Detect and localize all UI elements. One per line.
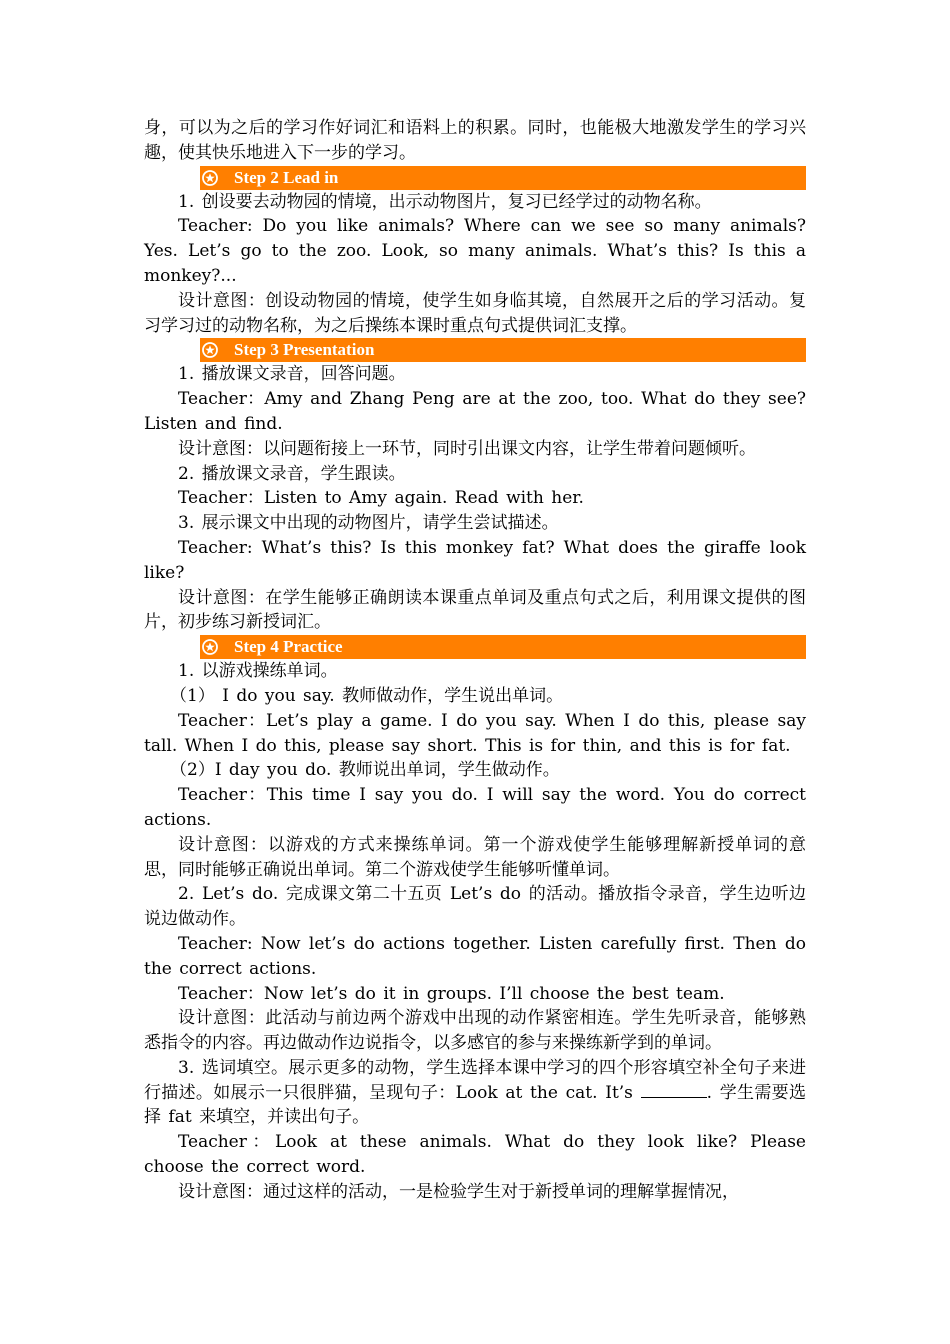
step-4-item-1: 1. 以游戏操练单词。 <box>178 661 338 682</box>
step-4-teacher-line-5: Teacher：Look at these animals. What do they look like? Please choose the correct word. <box>144 1132 806 1178</box>
document-page <box>144 116 806 1205</box>
step-4-game-2: （2）I day you do. 教师说出单词，学生做动作。 <box>170 760 560 781</box>
step-4-title: Step 4 Practice <box>234 637 343 657</box>
step-4-item-3-text-a: 3. 选词填空。展示更多的动物，学生选择本课中学习的四个形容填空补全句子来进行描述。如展示一只很胖猫，呈现句子：Look at the cat. It’s <box>144 1057 806 1103</box>
step-4-item-3-text-b: . 学生需要选择 fat 来填空，并读出句子。 <box>144 1082 806 1128</box>
step-2-item-1: 1. 创设要去动物园的情境，出示动物图片，复习已经学过的动物名称。 <box>178 191 712 212</box>
fill-in-blank <box>641 1083 707 1098</box>
step-3-item-3: 3. 展示课文中出现的动物图片，请学生尝试描述。 <box>178 513 559 534</box>
step-3-design-intent-2: 设计意图：在学生能够正确朗读本课重点单词及重点句式之后，利用课文提供的图片，初步练习新授词汇。 <box>144 587 806 633</box>
step-4-design-intent-2: 设计意图：此活动与前边两个游戏中出现的动作紧密相连。学生先听录音，能够熟悉指令的内容。再边做动作边说指令，以多感官的参与来操练新学到的单词。 <box>144 1008 806 1054</box>
step-4-game-1: （1） I do you say. 教师做动作，学生说出单词。 <box>170 685 564 706</box>
step-4-teacher-line-3: Teacher: Now let’s do actions together. Listen carefully first. Then do the correct actions. <box>144 933 806 979</box>
step-4-design-intent-3: 设计意图：通过这样的活动，一是检验学生对于新授单词的理解掌握情况， <box>178 1181 739 1202</box>
step-3-header <box>200 338 806 362</box>
step-4-teacher-line-1: Teacher：Let’s play a game. I do you say. When I do this, please say tall. When I do this, please say short. This is for thin, and this is for fat. <box>144 710 806 756</box>
step-4-teacher-line-2: Teacher：This time I say you do. I will say the word. You do correct actions. <box>144 785 806 830</box>
step-3-design-intent-1: 设计意图：以问题衔接上一环节，同时引出课文内容，让学生带着问题倾听。 <box>178 438 756 459</box>
step-4-item-2: 2. Let’s do. 完成课文第二十五页 Let’s do 的活动。播放指令录音，学生边听边说边做动作。 <box>144 884 806 930</box>
step-4-design-intent-1: 设计意图：以游戏的方式来操练单词。第一个游戏使学生能够理解新授单词的意思，同时能够正确说出单词。第二个游戏使学生能够听懂单词。 <box>144 834 806 880</box>
star-circle-icon <box>202 170 218 186</box>
step-3-teacher-line-1: Teacher：Amy and Zhang Peng are at the zoo, too. What do they see? Listen and find. <box>144 389 806 434</box>
step-3-item-2: 2. 播放课文录音，学生跟读。 <box>178 463 406 484</box>
step-2-teacher-line: Teacher: Do you like animals? Where can we see so many animals? Yes. Let’s go to the zoo. Look, so many animals. What’s this? Is this a monkey?... <box>144 216 806 286</box>
star-circle-icon <box>202 639 218 655</box>
step-4-item-3 <box>144 1056 806 1130</box>
step-3-title: Step 3 Presentation <box>234 340 375 360</box>
step-3-teacher-line-3: Teacher: What’s this? Is this monkey fat? What does the giraffe look like? <box>144 537 806 583</box>
step-2-header <box>200 166 806 190</box>
step-4-header <box>200 635 806 659</box>
step-2-title: Step 2 Lead in <box>234 167 339 187</box>
intro-paragraph: 身，可以为之后的学习作好词汇和语料上的积累。同时，也能极大地激发学生的学习兴趣，使其快乐地进入下一步的学习。 <box>144 118 806 163</box>
step-3-teacher-line-2: Teacher：Listen to Amy again. Read with her. <box>178 488 584 509</box>
step-2-design-intent: 设计意图：创设动物园的情境，使学生如身临其境，自然展开之后的学习活动。复习学习过的动物名称，为之后操练本课时重点句式提供词汇支撑。 <box>144 290 806 336</box>
step-4-teacher-line-4: Teacher：Now let’s do it in groups. I’ll choose the best team. <box>178 983 725 1004</box>
star-circle-icon <box>202 342 218 358</box>
step-3-item-1: 1. 播放课文录音，回答问题。 <box>178 364 406 385</box>
